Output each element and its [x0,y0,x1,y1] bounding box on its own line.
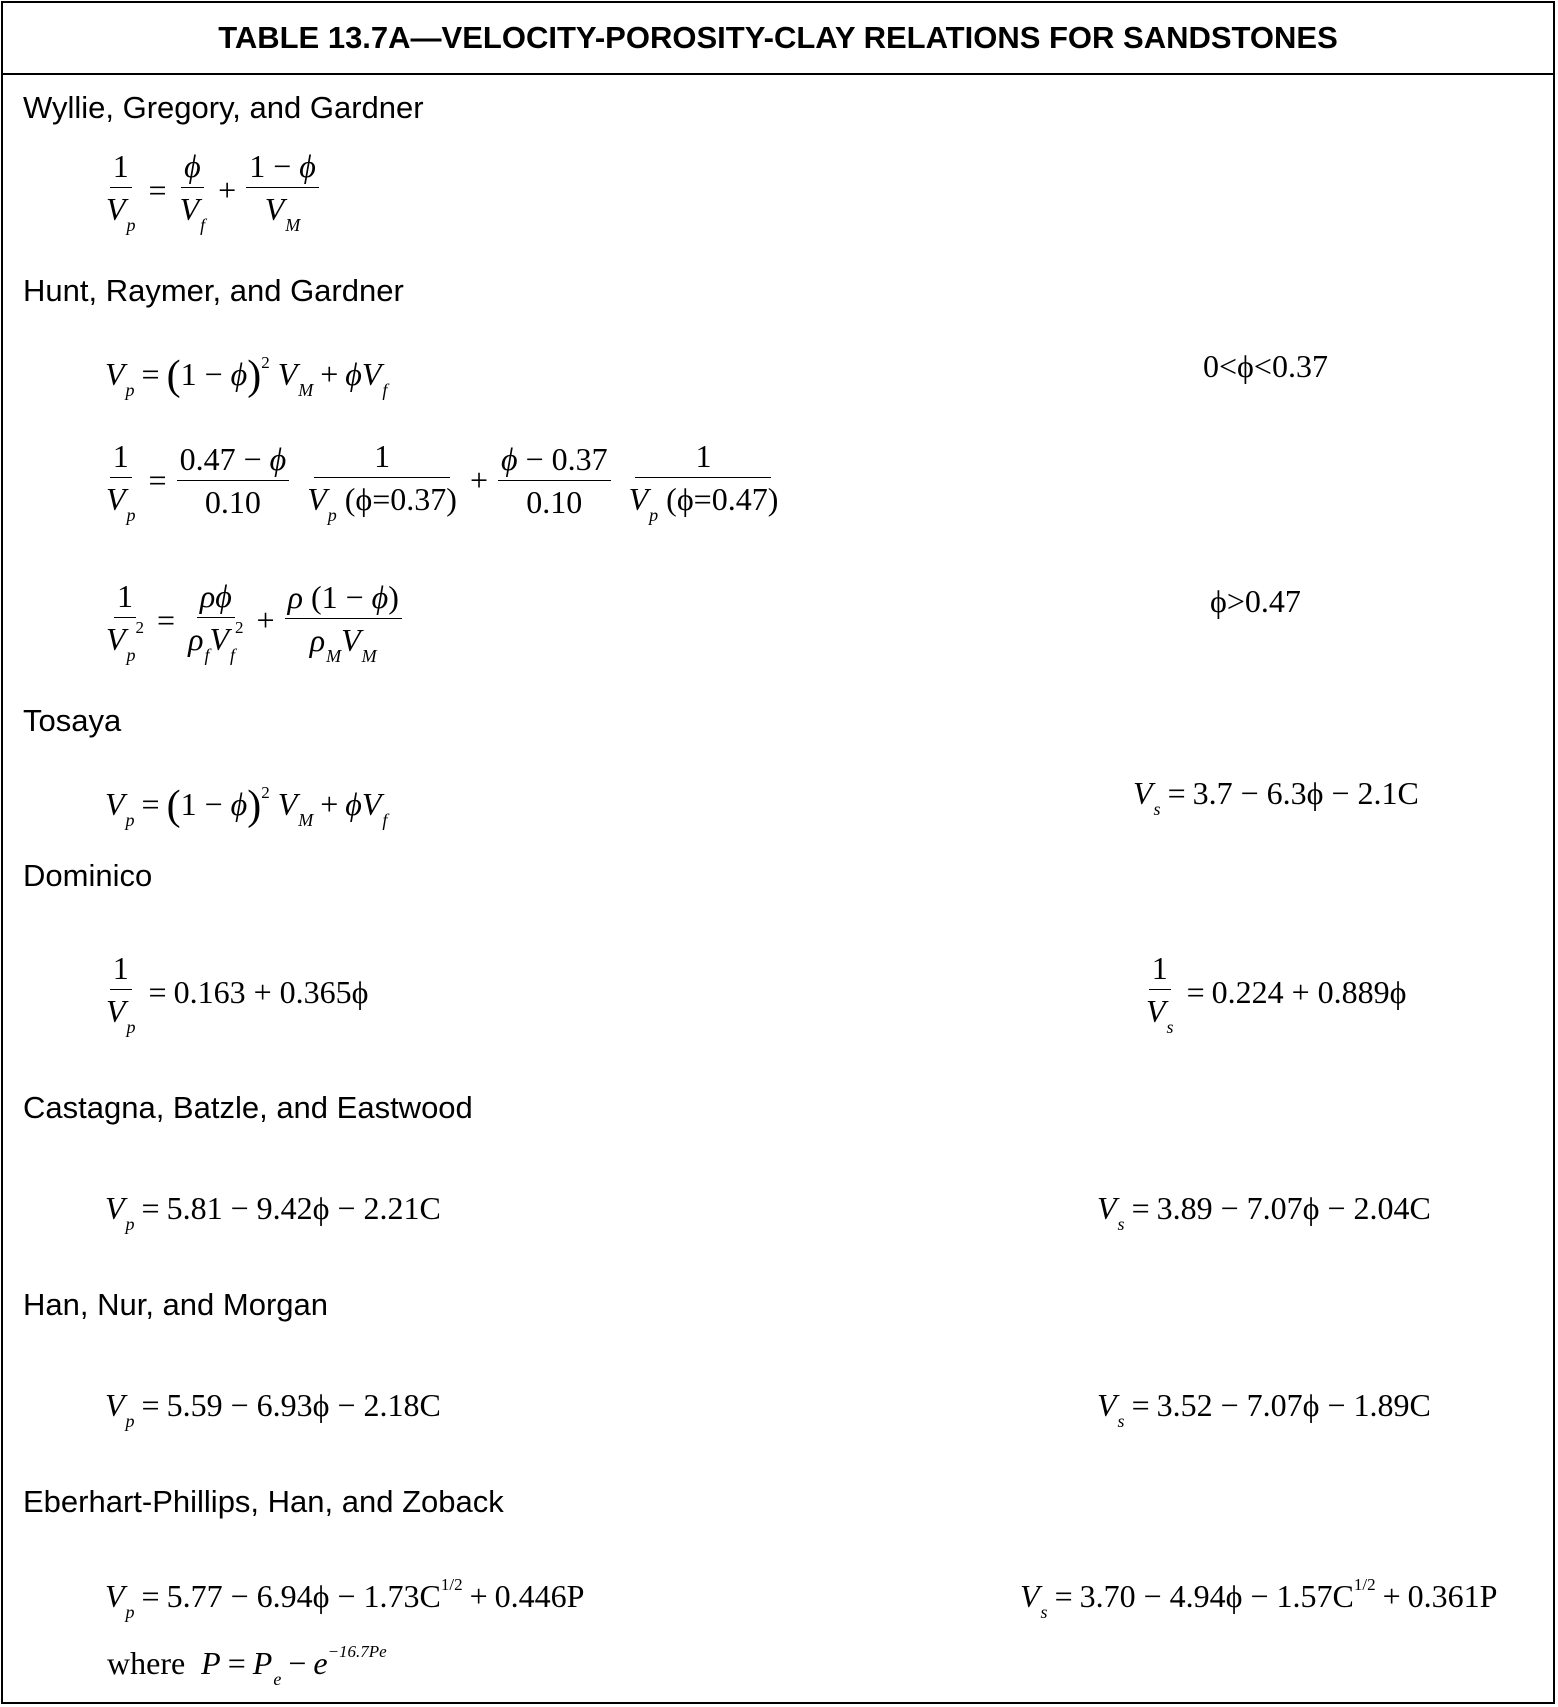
dominico-vp-rhs: 0.163 + 0.365ϕ [173,973,369,1010]
author-hunt: Hunt, Raymer, and Gardner [23,273,404,308]
equation-dominico-vs: $\frac{1}{V_s}$ = 0.224 + 0.889ϕ [1146,950,1407,1037]
eberhart-vs-a: 3.70 − 4.94ϕ − 1.57C [1079,1578,1354,1614]
han-vs-rhs: 3.52 − 7.07ϕ − 1.89C [1156,1387,1431,1423]
castagna-vp-rhs: 5.81 − 9.42ϕ − 2.21C [166,1190,441,1226]
range-hunt-1: 0<ϕ<0.37 [1203,348,1328,384]
author-han: Han, Nur, and Morgan [23,1287,329,1322]
table-title: TABLE 13.7A—VELOCITY-POROSITY-CLAY RELATIONS FOR SANDSTONES [3,3,1553,75]
const-037: 0.37 [551,440,608,477]
equation-castagna-vs: $V_s = 3.89 - 7.07\phi - 2.04C$ [1097,1190,1431,1234]
dominico-vs-rhs: 0.224 + 0.889ϕ [1211,973,1407,1010]
equation-hunt-2: $\frac{1}{V_p}$ = $\frac{0.47 - \phi}{0.10}$ $\frac{1}{V_p (\phi=0.37)}$ + $\frac{\phi - 0.37}{0.10}$ $\frac{1}{V_p (\phi=0.47)}$ [106,438,779,525]
equation-dominico-vp: $\frac{1}{V_p}$ = 0.163 + 0.365ϕ [106,950,369,1037]
tosaya-vs-rhs: 3.7 − 6.3ϕ − 2.1C [1192,775,1419,811]
author-dominico: Dominico [23,858,153,893]
where-exponent: −16.7Pe [327,1642,387,1661]
where-label: where [107,1645,186,1681]
castagna-vs-rhs: 3.89 − 7.07ϕ − 2.04C [1156,1190,1431,1226]
equation-han-vp: $V_p = 5.59 - 6.93\phi - 2.18C$ [105,1387,441,1431]
equation-han-vs: $V_s = 3.52 - 7.07\phi - 1.89C$ [1097,1387,1431,1431]
const-010-a: 0.10 [204,483,261,520]
equation-castagna-vp: $V_p = 5.81 - 9.42\phi - 2.21C$ [105,1190,441,1234]
eberhart-vp-a: 5.77 − 6.94ϕ − 1.73C [166,1578,441,1614]
eberhart-vs-exp: 1/2 [1353,1575,1376,1594]
arg-037: ϕ=0.37 [355,481,447,517]
equation-eberhart-where: where $P = P_e - e^{-16.7Pe}$ [107,1642,387,1689]
author-castagna: Castagna, Batzle, and Eastwood [23,1090,473,1125]
table-frame [1,1,1555,1704]
author-eberhart: Eberhart-Phillips, Han, and Zoback [23,1484,504,1519]
eberhart-vs-b: 0.361P [1407,1578,1498,1614]
equation-eberhart-vp: $V_p = 5.77 - 6.94\phi - 1.73C^{1/2} + 0.446P$ [105,1575,585,1622]
author-wyllie: Wyllie, Gregory, and Gardner [23,90,424,125]
equation-tosaya-vp: $V_p = (1 - \phi)^2$ $V_M + \phi V_f$ [105,783,388,830]
const-010-b: 0.10 [526,483,583,520]
equation-eberhart-vs: $V_s = 3.70 - 4.94\phi - 1.57C^{1/2} + 0.361P$ [1020,1575,1498,1622]
range-hunt-2: ϕ>0.47 [1210,583,1301,619]
eberhart-vp-exp: 1/2 [440,1575,463,1594]
eberhart-vp-b: 0.446P [494,1578,585,1614]
equation-tosaya-vs: $V_s = 3.7 - 6.3\phi - 2.1C$ [1133,775,1419,819]
han-vp-rhs: 5.59 − 6.93ϕ − 2.18C [166,1387,441,1423]
const-047: 0.47 [179,440,236,477]
equation-hunt-1: $V_p = (1 - \phi)^2$ $V_M + \phi V_f$ [105,353,388,400]
equation-wyllie: $\frac{1}{V_p}$ = $\frac{\phi}{V_f}$ + $\frac{1 - \phi}{V_M}$ [100,148,322,231]
author-tosaya: Tosaya [23,703,122,738]
equation-hunt-3: $\frac{1}{V_p^2}$ = $\frac{\rho\phi}{\rho_fV_f^2}$ + $\frac{\rho (1 - \phi)}{\rho_MV_M}$ [100,578,405,662]
arg-047: ϕ=0.47 [676,481,768,517]
